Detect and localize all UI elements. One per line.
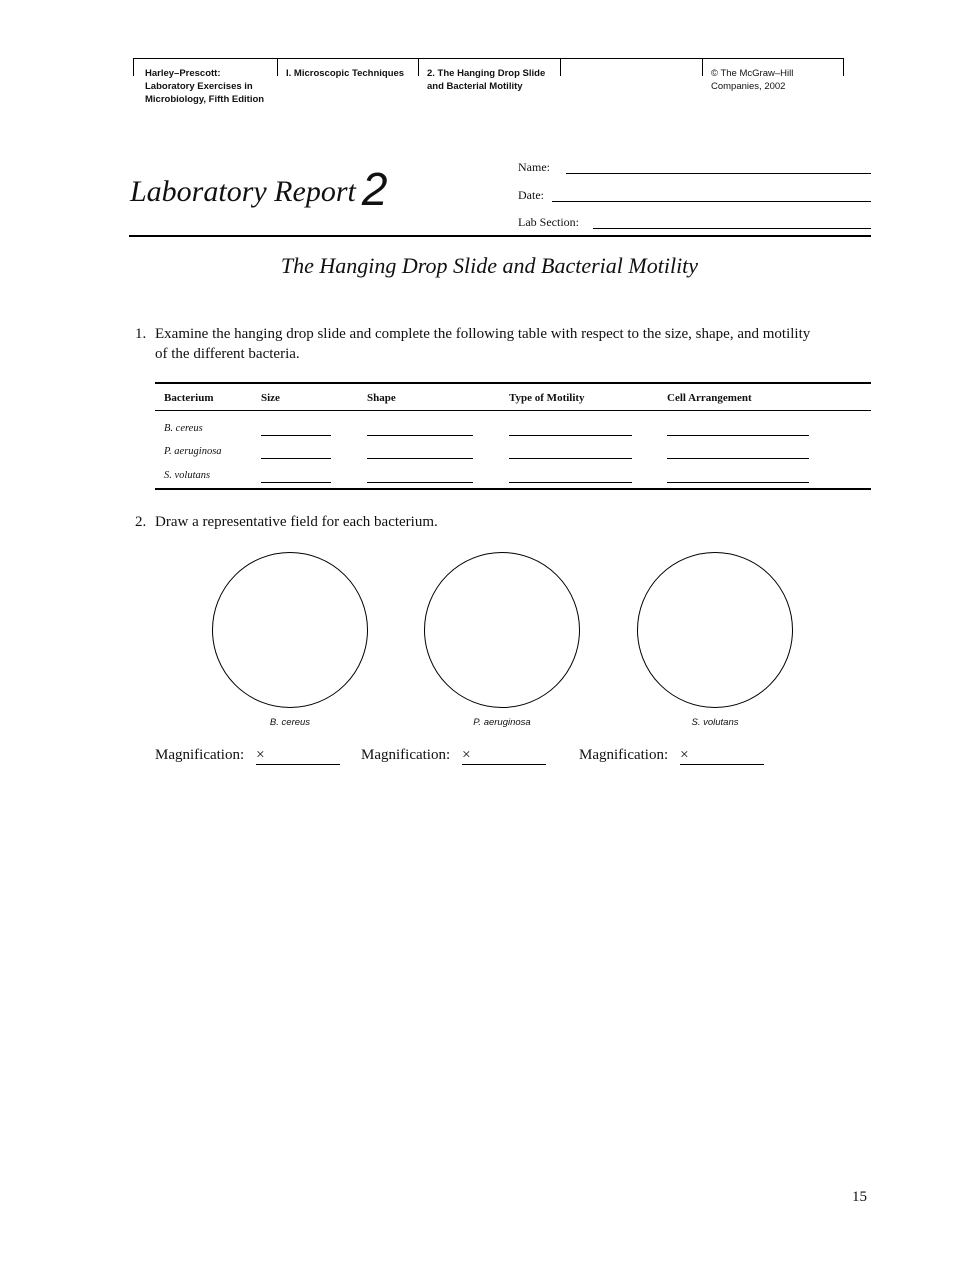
header-chapter-line: and Bacterial Motility bbox=[427, 81, 523, 92]
lab-section-line[interactable] bbox=[593, 228, 871, 229]
header-divider bbox=[702, 58, 703, 76]
bacteria-table bbox=[155, 382, 871, 491]
date-label: Date: bbox=[518, 188, 544, 202]
motility-blank[interactable] bbox=[509, 482, 632, 483]
motility-blank[interactable] bbox=[509, 435, 632, 436]
question-text-line: of the different bacteria. bbox=[155, 346, 300, 362]
size-blank[interactable] bbox=[261, 482, 331, 483]
arrangement-blank[interactable] bbox=[667, 458, 809, 459]
magnification-label: Magnification: bbox=[361, 747, 451, 763]
exercise-subtitle: The Hanging Drop Slide and Bacterial Motility bbox=[280, 253, 699, 278]
lab-section-label: Lab Section: bbox=[518, 215, 579, 229]
table-top-rule bbox=[155, 382, 871, 384]
header-copyright-line: © The McGraw–Hill bbox=[711, 68, 794, 79]
header-rule bbox=[418, 58, 560, 59]
report-title bbox=[130, 158, 388, 215]
magnification-blank[interactable] bbox=[462, 747, 545, 765]
header-book-line: Laboratory Exercises in bbox=[145, 81, 253, 92]
shape-blank[interactable] bbox=[367, 458, 473, 459]
running-header bbox=[133, 58, 844, 118]
magnification-b-cereus bbox=[155, 747, 340, 765]
question-number: 1. bbox=[135, 326, 147, 342]
header-book-title bbox=[145, 67, 264, 106]
header-divider bbox=[560, 58, 561, 76]
column-header-bacterium: Bacterium bbox=[164, 392, 214, 404]
times-sign: × bbox=[256, 747, 265, 763]
question-text: Draw a representative field for each bacterium. bbox=[155, 514, 438, 530]
table-bottom-rule bbox=[155, 488, 871, 490]
header-rule bbox=[560, 58, 702, 59]
table-header-rule bbox=[155, 410, 871, 411]
magnification-p-aeruginosa bbox=[361, 747, 546, 765]
header-rule bbox=[133, 58, 277, 59]
shape-blank[interactable] bbox=[367, 482, 473, 483]
size-blank[interactable] bbox=[261, 435, 331, 436]
header-divider bbox=[418, 58, 419, 76]
column-header-motility: Type of Motility bbox=[509, 392, 585, 404]
field-label-p-aeruginosa: P. aeruginosa bbox=[473, 717, 531, 728]
column-header-arrangement: Cell Arrangement bbox=[667, 392, 752, 404]
header-copyright bbox=[711, 67, 793, 93]
question-text-line: Examine the hanging drop slide and complete the following table with respect to the size, shape, and motility bbox=[155, 326, 811, 342]
header-copyright-line: Companies, 2002 bbox=[711, 81, 786, 92]
arrangement-blank[interactable] bbox=[667, 482, 809, 483]
report-title-text: Laboratory Report bbox=[130, 175, 356, 208]
header-book-line: Microbiology, Fifth Edition bbox=[145, 94, 265, 105]
name-label: Name: bbox=[518, 160, 550, 174]
field-label-s-volutans: S. volutans bbox=[691, 717, 739, 728]
header-rule bbox=[702, 58, 844, 59]
column-header-shape: Shape bbox=[367, 392, 396, 404]
times-sign: × bbox=[462, 747, 471, 763]
header-divider bbox=[277, 58, 278, 76]
size-blank[interactable] bbox=[261, 458, 331, 459]
magnification-label: Magnification: bbox=[579, 747, 669, 763]
row-label-s-volutans: S. volutans bbox=[164, 470, 211, 481]
times-sign: × bbox=[680, 747, 689, 763]
drawing-field-s-volutans[interactable] bbox=[637, 552, 793, 708]
question-number: 2. bbox=[135, 514, 147, 530]
header-chapter-line: 2. The Hanging Drop Slide bbox=[427, 68, 546, 79]
header-chapter bbox=[427, 67, 545, 93]
magnification-blank[interactable] bbox=[256, 747, 339, 765]
drawing-field-p-aeruginosa[interactable] bbox=[424, 552, 580, 708]
magnification-blank[interactable] bbox=[680, 747, 763, 765]
header-divider bbox=[133, 58, 134, 76]
page-number: 15 bbox=[852, 1189, 867, 1205]
header-part: I. Microscopic Techniques bbox=[286, 68, 405, 79]
field-label-b-cereus: B. cereus bbox=[269, 717, 311, 728]
question-text bbox=[155, 324, 810, 364]
name-line[interactable] bbox=[566, 173, 871, 174]
column-header-size: Size bbox=[261, 392, 280, 404]
question-2 bbox=[135, 512, 875, 534]
arrangement-blank[interactable] bbox=[667, 435, 809, 436]
row-label-p-aeruginosa: P. aeruginosa bbox=[164, 446, 222, 457]
motility-blank[interactable] bbox=[509, 458, 632, 459]
header-book-line: Harley–Prescott: bbox=[145, 68, 221, 79]
title-rule bbox=[129, 235, 871, 237]
date-line[interactable] bbox=[552, 201, 871, 202]
header-divider bbox=[843, 58, 844, 76]
question-1 bbox=[135, 324, 875, 366]
drawing-field-b-cereus[interactable] bbox=[212, 552, 368, 708]
date-field[interactable] bbox=[518, 188, 871, 206]
name-field[interactable] bbox=[518, 160, 871, 178]
report-number: 2 bbox=[361, 163, 388, 215]
lab-section-field[interactable] bbox=[518, 215, 871, 233]
magnification-s-volutans bbox=[579, 747, 764, 765]
magnification-label: Magnification: bbox=[155, 747, 245, 763]
header-rule bbox=[277, 58, 418, 59]
row-label-b-cereus: B. cereus bbox=[164, 423, 203, 434]
shape-blank[interactable] bbox=[367, 435, 473, 436]
